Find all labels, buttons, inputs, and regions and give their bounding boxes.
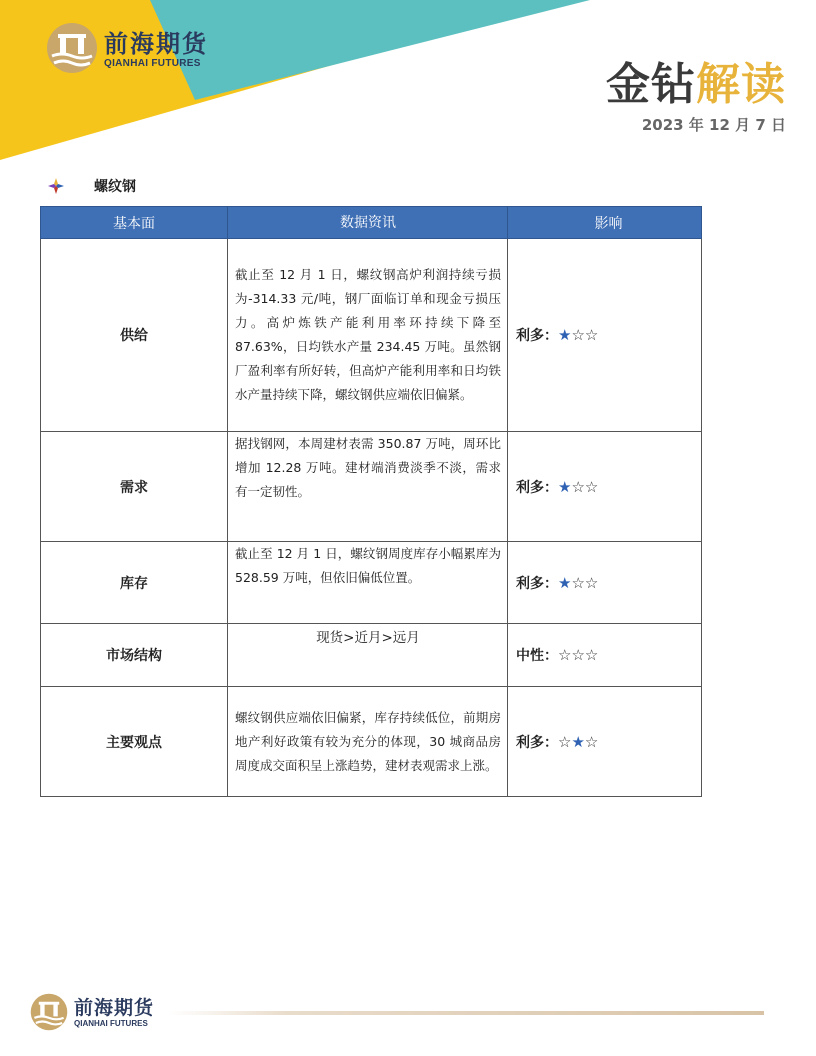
report-title: [606, 48, 786, 112]
info-cell: 截止至 12 月 1 日，螺纹钢高炉利润持续亏损为-314.33 元/吨，钢厂面临订单和现金亏损压力。高炉炼铁产能利用率环持续下降至 87.63%，日均铁水产量 234.45 万吨。虽然钢厂盈利率有所好转，但高炉产能利用率和日均铁水产量持续下降，螺纹钢供应端依旧偏紧。: [228, 239, 508, 432]
star-empty-icon: ☆☆: [571, 477, 599, 496]
star-filled-icon: ★: [558, 477, 572, 496]
star-empty-icon: ☆☆: [571, 326, 599, 344]
impact-cell: [508, 624, 702, 687]
star-empty-icon: ☆: [558, 732, 572, 751]
impact-label: 利多：: [516, 479, 558, 496]
factor-cell: 库存: [41, 542, 228, 624]
factor-cell: 主要观点: [41, 687, 228, 797]
rating-stars: [558, 733, 598, 751]
star-filled-icon: ★: [558, 326, 572, 344]
table-row: [41, 542, 702, 624]
brand-logo: [46, 22, 226, 76]
qianhai-logo-icon: [30, 993, 68, 1031]
report-title-part2: 解读: [696, 59, 786, 110]
footer-brand-name-cn: 前海期货: [74, 997, 155, 1019]
impact-label: 利多：: [516, 575, 558, 592]
star-empty-icon: ☆☆: [571, 573, 599, 592]
rating-stars: [558, 326, 598, 344]
table-row: [41, 432, 702, 542]
impact-cell: [508, 542, 702, 624]
diamond-bullet-icon: [48, 178, 64, 194]
rating-stars: [558, 574, 598, 592]
footer-divider: [168, 1011, 764, 1015]
column-header-impact: 影响: [508, 207, 702, 239]
star-filled-icon: ★: [558, 573, 572, 592]
column-header-factor: 基本面: [41, 207, 228, 239]
star-filled-icon: ★: [571, 732, 585, 751]
footer-logo: [30, 993, 170, 1033]
info-cell: 截止至 12 月 1 日，螺纹钢周度库存小幅累库为 528.59 万吨，但依旧偏低位置。: [228, 542, 508, 624]
impact-label: 利多：: [516, 328, 558, 344]
info-cell: 据找钢网，本周建材表需 350.87 万吨，周环比增加 12.28 万吨。建材端消费淡季不淡，需求有一定韧性。: [228, 432, 508, 542]
brand-name-cn: 前海期货: [104, 29, 208, 58]
impact-cell: [508, 239, 702, 432]
info-cell: 现货>近月>远月: [228, 624, 508, 687]
impact-cell: [508, 687, 702, 797]
rating-stars: [558, 646, 598, 664]
analysis-table: [40, 206, 702, 797]
impact-label: 中性：: [516, 648, 558, 664]
section-title: 螺纹钢: [94, 179, 136, 195]
report-title-part1: 金钻: [606, 59, 696, 110]
star-empty-icon: ☆: [584, 732, 599, 751]
footer-brand-name-en: QIANHAI FUTURES: [74, 1019, 148, 1028]
section-heading: [48, 176, 136, 196]
table-header-row: [41, 207, 702, 239]
rating-stars: [558, 478, 598, 496]
factor-cell: 需求: [41, 432, 228, 542]
brand-name-en: QIANHAI FUTURES: [104, 58, 201, 69]
table-row: [41, 239, 702, 432]
qianhai-logo-icon: [46, 22, 98, 74]
impact-cell: [508, 432, 702, 542]
impact-label: 利多：: [516, 734, 558, 751]
table-row: [41, 687, 702, 797]
column-header-info: 数据资讯: [228, 207, 508, 239]
table-row: [41, 624, 702, 687]
star-empty-icon: ☆☆☆: [558, 646, 599, 664]
factor-cell: 市场结构: [41, 624, 228, 687]
info-cell: 螺纹钢供应端依旧偏紧，库存持续低位，前期房地产利好政策有较为充分的体现，30 城商品房周度成交面积呈上涨趋势，建材表观需求上涨。: [228, 687, 508, 797]
report-date: 2023 年 12 月 7 日: [641, 116, 786, 134]
factor-cell: 供给: [41, 239, 228, 432]
